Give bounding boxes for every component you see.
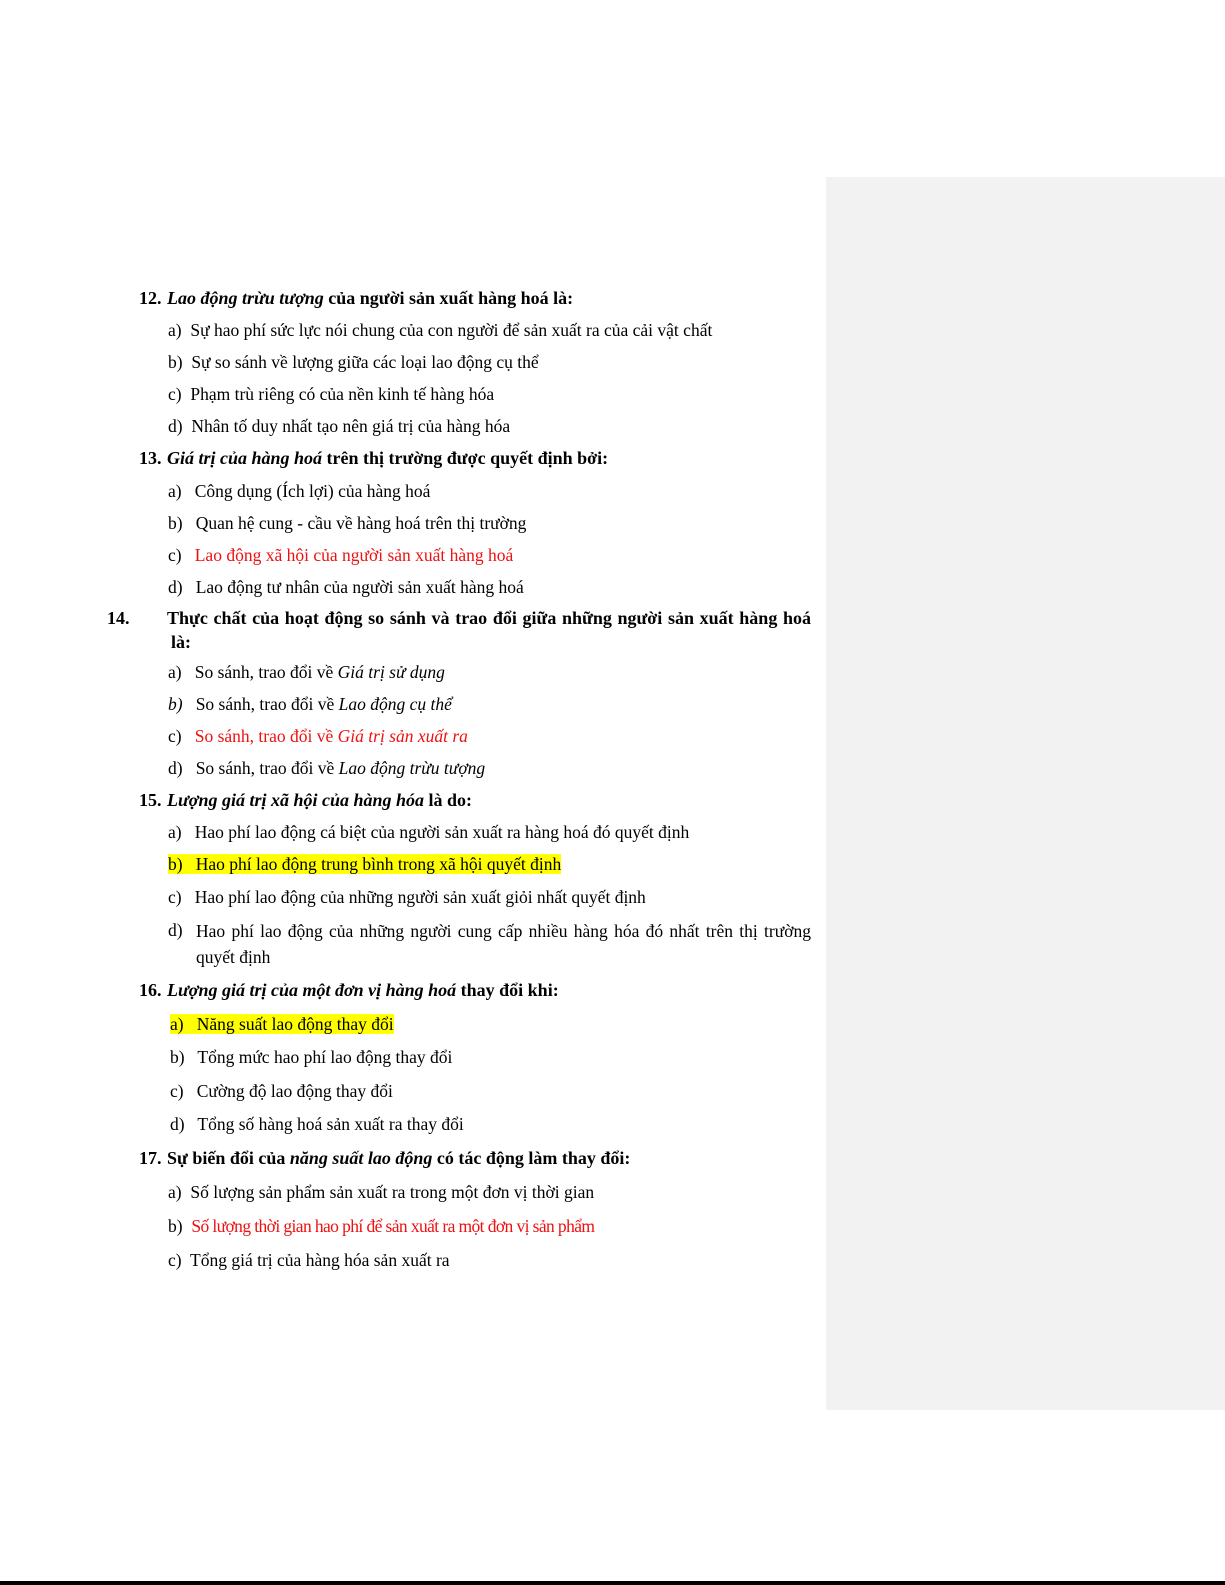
option-13d bbox=[168, 575, 524, 599]
option-text: So sánh, trao đổi về bbox=[195, 758, 339, 778]
question-text: có tác động làm thay đổi: bbox=[432, 1148, 631, 1168]
question-term: Lượng giá trị của một đơn vị hàng hoá bbox=[167, 980, 457, 1000]
option-12d bbox=[168, 414, 510, 438]
question-17 bbox=[139, 1146, 811, 1170]
option-term: Lao động cụ thể bbox=[338, 694, 452, 714]
question-number: 15. bbox=[139, 790, 162, 810]
option-label: d) bbox=[168, 416, 183, 436]
option-text: Cường độ lao động thay đổi bbox=[196, 1081, 393, 1101]
option-16d bbox=[170, 1112, 464, 1136]
option-term: Giá trị sản xuất ra bbox=[337, 726, 468, 746]
question-number: 12. bbox=[139, 288, 162, 308]
question-text: là do: bbox=[424, 790, 473, 810]
option-label: a) bbox=[168, 481, 182, 501]
option-label: c) bbox=[168, 384, 182, 404]
option-17a bbox=[168, 1180, 594, 1204]
option-text: Sự so sánh về lượng giữa các loại lao động cụ thể bbox=[191, 352, 539, 372]
option-15a bbox=[168, 820, 689, 844]
option-label: a) bbox=[170, 1014, 184, 1034]
question-number: 16. bbox=[139, 980, 162, 1000]
question-text: Thực chất của hoạt động so sánh và trao đổi giữa những người sản xuất hàng hoá là: bbox=[167, 608, 811, 652]
option-label: d) bbox=[168, 758, 183, 778]
option-label: b) bbox=[170, 1047, 185, 1067]
option-term: Giá trị sử dụng bbox=[337, 662, 445, 682]
option-16a-answer bbox=[170, 1012, 394, 1036]
question-term: Lao động trừu tượng bbox=[167, 288, 324, 308]
option-16b bbox=[170, 1045, 452, 1069]
option-15b-answer bbox=[168, 852, 561, 876]
option-13b bbox=[168, 511, 526, 535]
option-text: Tổng mức hao phí lao động thay đổi bbox=[197, 1047, 453, 1067]
question-text-pre: Sự biến đổi của bbox=[167, 1148, 290, 1168]
option-12b bbox=[168, 350, 539, 374]
question-number: 14. bbox=[107, 608, 130, 628]
option-text: Tổng số hàng hoá sản xuất ra thay đổi bbox=[197, 1114, 464, 1134]
option-text: So sánh, trao đổi về bbox=[194, 662, 338, 682]
option-text: Lao động tư nhân của người sản xuất hàng hoá bbox=[195, 577, 524, 597]
option-label: c) bbox=[168, 1250, 182, 1270]
option-text: Phạm trù riêng có của nền kinh tế hàng hóa bbox=[190, 384, 495, 404]
option-14c-answer bbox=[168, 724, 468, 748]
option-text: Tổng giá trị của hàng hóa sản xuất ra bbox=[190, 1250, 450, 1270]
option-label: a) bbox=[168, 1182, 182, 1202]
option-term: Lao động trừu tượng bbox=[338, 758, 486, 778]
option-13c-answer bbox=[168, 543, 513, 567]
option-label: c) bbox=[170, 1081, 184, 1101]
option-label: c) bbox=[168, 887, 182, 907]
question-number: 13. bbox=[139, 448, 162, 468]
option-label: c) bbox=[168, 726, 182, 746]
page-bottom-rule bbox=[0, 1581, 1225, 1585]
option-text: Sự hao phí sức lực nói chung của con người để sản xuất ra của cải vật chất bbox=[190, 320, 713, 340]
question-text: thay đổi khi: bbox=[456, 980, 559, 1000]
option-15d bbox=[168, 918, 811, 970]
option-16c bbox=[170, 1079, 393, 1103]
option-14b bbox=[168, 692, 452, 716]
option-text: Hao phí lao động trung bình trong xã hội quyết định bbox=[195, 854, 562, 874]
option-label: b) bbox=[168, 352, 183, 372]
option-label: a) bbox=[168, 822, 182, 842]
option-label: d) bbox=[168, 577, 183, 597]
option-label: a) bbox=[168, 662, 182, 682]
option-label: c) bbox=[168, 545, 182, 565]
question-15 bbox=[139, 788, 811, 812]
question-16 bbox=[139, 978, 811, 1002]
comment-pane bbox=[826, 177, 1225, 1410]
option-label: a) bbox=[168, 320, 182, 340]
option-text: Công dụng (Ích lợi) của hàng hoá bbox=[194, 481, 431, 501]
question-number: 17. bbox=[139, 1148, 162, 1168]
option-label: d) bbox=[168, 920, 183, 940]
question-text: trên thị trường được quyết định bởi: bbox=[322, 448, 609, 468]
option-text: Hao phí lao động của những người cung cấp nhiều hàng hóa đó nhất trên thị trường quyết định bbox=[196, 921, 811, 967]
option-text: Nhân tố duy nhất tạo nên giá trị của hàng hóa bbox=[191, 416, 511, 436]
option-17b-answer bbox=[168, 1214, 594, 1238]
option-14d bbox=[168, 756, 485, 780]
question-13 bbox=[139, 446, 811, 470]
question-14 bbox=[107, 606, 811, 654]
option-text: So sánh, trao đổi về bbox=[195, 694, 339, 714]
option-label: b) bbox=[168, 513, 183, 533]
option-text: So sánh, trao đổi về bbox=[194, 726, 338, 746]
option-13a bbox=[168, 479, 430, 503]
option-12a bbox=[168, 318, 712, 342]
option-14a bbox=[168, 660, 445, 684]
option-text: Số lượng thời gian hao phí để sản xuất ra một đơn vị sản phẩm bbox=[191, 1216, 595, 1236]
question-term: Giá trị của hàng hoá bbox=[167, 448, 323, 468]
option-text: Quan hệ cung - cầu về hàng hoá trên thị trường bbox=[195, 513, 527, 533]
question-12 bbox=[139, 286, 811, 310]
question-term: năng suất lao động bbox=[289, 1148, 433, 1168]
option-12c bbox=[168, 382, 494, 406]
option-17c bbox=[168, 1248, 450, 1272]
option-text: Số lượng sản phẩm sản xuất ra trong một đơn vị thời gian bbox=[190, 1182, 595, 1202]
option-label: b) bbox=[168, 694, 183, 714]
option-text: Năng suất lao động thay đổi bbox=[196, 1014, 394, 1034]
question-text: của người sản xuất hàng hoá là: bbox=[323, 288, 574, 308]
option-text: Hao phí lao động của những người sản xuất giỏi nhất quyết định bbox=[194, 887, 646, 907]
option-text: Lao động xã hội của người sản xuất hàng hoá bbox=[194, 545, 514, 565]
option-label: d) bbox=[170, 1114, 185, 1134]
option-label: b) bbox=[168, 854, 183, 874]
option-text: Hao phí lao động cá biệt của người sản xuất ra hàng hoá đó quyết định bbox=[194, 822, 690, 842]
option-15c bbox=[168, 885, 646, 909]
question-term: Lượng giá trị xã hội của hàng hóa bbox=[167, 790, 425, 810]
option-label: b) bbox=[168, 1216, 183, 1236]
